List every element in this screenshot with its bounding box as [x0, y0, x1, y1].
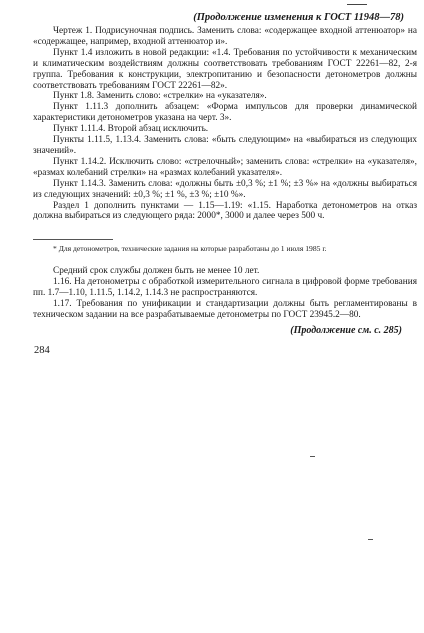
paragraph: Пункт 1.14.3. Заменить слова: «должны быть ±0,3 %; ±1 %; ±3 %» на «должны выбираться из следующих значений: ±0,3 %; ±1 %, ±3 %; ±10 %». — [33, 178, 417, 200]
footnote-text: * Для детонометров, технические задания на которые разработаны до 1 июля 1985 г. — [53, 244, 327, 253]
main-text-continued — [33, 266, 417, 321]
paragraph: Пункт 1.4 изложить в новой редакции: «1.4. Требования по устойчивости к механическим и климатическим воздействиям должны соответствовать требованиям ГОСТ 22261—82, 2-я группа. Требования к конструкции, электропитанию и безопасности детонометров должны соответствовать требованиям ГОСТ 22261—82». — [33, 47, 417, 91]
paragraph: Пункт 1.14.2. Исключить слово: «стрелочный»; заменить слова: «стрелки» на «указателя», «размах колебаний стрелки» на «размах колебаний указателя». — [33, 156, 417, 178]
paragraph: 1.17. Требования по унификации и стандартизации должны быть регламентированы в техническом задании на все разрабатываемые детонометры по ГОСТ 23945.2—80. — [33, 298, 417, 320]
main-text — [33, 26, 417, 222]
paragraph: Чертеж 1. Подрисуночная подпись. Заменить слова: «содержащее входной аттенюатор» на «содержащее, например, входной аттенюатор и». — [33, 26, 417, 47]
scan-mark — [347, 4, 367, 5]
paragraph: Раздел 1 дополнить пунктами — 1.15—1.19: «1.15. Наработка детонометров на отказ должна выбираться из следующего ряда: 2000*, 3000 и далее через 500 ч. — [33, 200, 417, 222]
paragraph: 1.16. На детонометры с обработкой измерительного сигнала в цифровой форме требования пп. 1.7—1.10, 1.11.5, 1.14.2, 1.14.3 не распространяются. — [33, 276, 417, 298]
footnote-rule — [33, 239, 113, 240]
paragraph: Средний срок службы должен быть не менее 10 лет. — [53, 266, 260, 276]
running-header: (Продолжение изменения к ГОСТ 11948—78) — [193, 12, 404, 23]
paragraph: Пункт 1.11.4. Второй абзац исключить. — [53, 124, 209, 135]
scan-mark — [368, 539, 373, 540]
paragraph: Пункты 1.11.5, 1.13.4. Заменить слова: «быть следующим» на «выбираться из следующих значений». — [33, 135, 417, 156]
scan-mark — [310, 456, 315, 457]
paragraph: Пункт 1.8. Заменить слово: «стрелки» на «указателя». — [53, 91, 267, 102]
page-number: 284 — [34, 345, 50, 356]
continuation-note: (Продолжение см. с. 285) — [290, 325, 402, 336]
footnote — [33, 244, 417, 254]
paragraph: Пункт 1.11.3 дополнить абзацем: «Форма импульсов для проверки динамической характеристики детонометров указана на черт. 3». — [33, 102, 417, 124]
